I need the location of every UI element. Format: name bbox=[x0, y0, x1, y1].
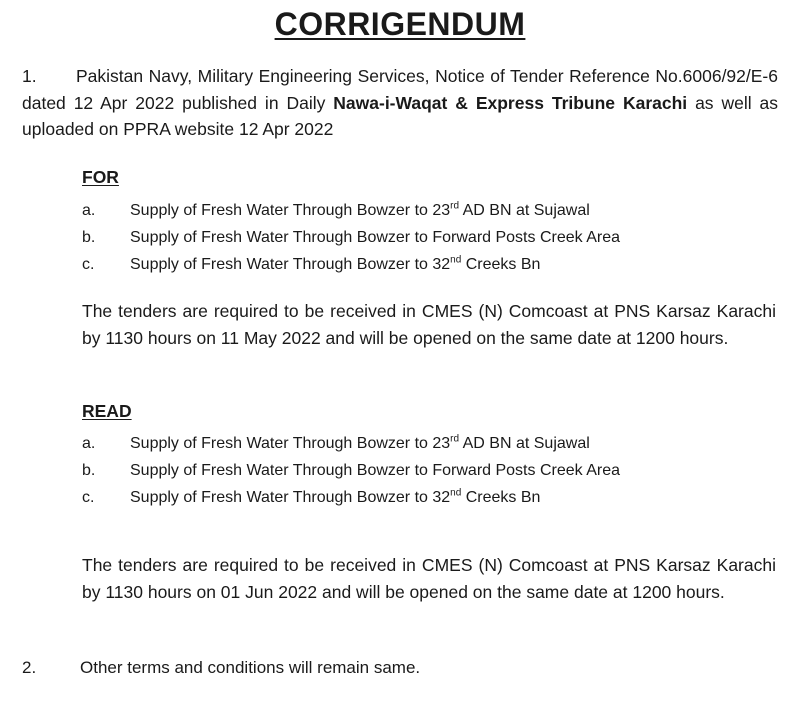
read-heading: READ bbox=[82, 401, 132, 421]
list-item bbox=[82, 484, 620, 511]
list-item bbox=[82, 197, 620, 224]
list-item-text: Supply of Fresh Water Through Bowzer to 32nd Creeks Bn bbox=[130, 487, 541, 506]
list-item-letter: b. bbox=[82, 462, 96, 479]
paragraph-1-text-start: Pakistan Navy, Military Engineering Services, Notice of Tender Reference No.6006/92/E-6 dated 12 Apr 2022 published in Daily bbox=[22, 66, 778, 113]
list-item bbox=[82, 224, 620, 251]
for-heading: FOR bbox=[82, 167, 119, 187]
paragraph-2-text: Other terms and conditions will remain same. bbox=[80, 658, 421, 677]
list-item bbox=[82, 457, 620, 484]
for-tender-text: The tenders are required to be received in CMES (N) Comcoast at PNS Karsaz Karachi by 1130 hours on 11 May 2022 and will be opened on the same date at 1200 hours. bbox=[82, 301, 776, 348]
list-item bbox=[82, 430, 620, 457]
for-list bbox=[82, 197, 620, 278]
read-list bbox=[82, 430, 620, 511]
list-item-letter: b. bbox=[82, 229, 96, 246]
list-item-letter: c. bbox=[82, 489, 95, 506]
list-item-letter: a. bbox=[82, 202, 96, 219]
paragraph-1-newspapers: Nawa-i-Waqat & Express Tribune Karachi bbox=[333, 92, 688, 113]
paragraph-1 bbox=[22, 63, 778, 143]
list-item bbox=[82, 251, 620, 278]
list-item-letter: c. bbox=[82, 256, 95, 273]
list-item-text: Supply of Fresh Water Through Bowzer to Forward Posts Creek Area bbox=[130, 229, 620, 246]
list-item-text: Supply of Fresh Water Through Bowzer to 23rd AD BN at Sujawal bbox=[130, 200, 590, 219]
list-item-text: Supply of Fresh Water Through Bowzer to 23rd AD BN at Sujawal bbox=[130, 433, 590, 452]
document-title: CORRIGENDUM bbox=[274, 6, 526, 42]
paragraph-2 bbox=[22, 658, 420, 678]
paragraph-1-number: 1. bbox=[22, 66, 37, 86]
list-item-text: Supply of Fresh Water Through Bowzer to 32nd Creeks Bn bbox=[130, 254, 541, 273]
paragraph-1-text-end: as well as uploaded on PPRA website 12 Apr 2022 bbox=[22, 92, 779, 139]
list-item-text: Supply of Fresh Water Through Bowzer to Forward Posts Creek Area bbox=[130, 462, 620, 479]
list-item-letter: a. bbox=[82, 435, 96, 452]
paragraph-2-number: 2. bbox=[22, 658, 37, 677]
read-tender-text: The tenders are required to be received in CMES (N) Comcoast at PNS Karsaz Karachi by 1130 hours on 01 Jun 2022 and will be opened on the same date at 1200 hours. bbox=[82, 555, 776, 602]
